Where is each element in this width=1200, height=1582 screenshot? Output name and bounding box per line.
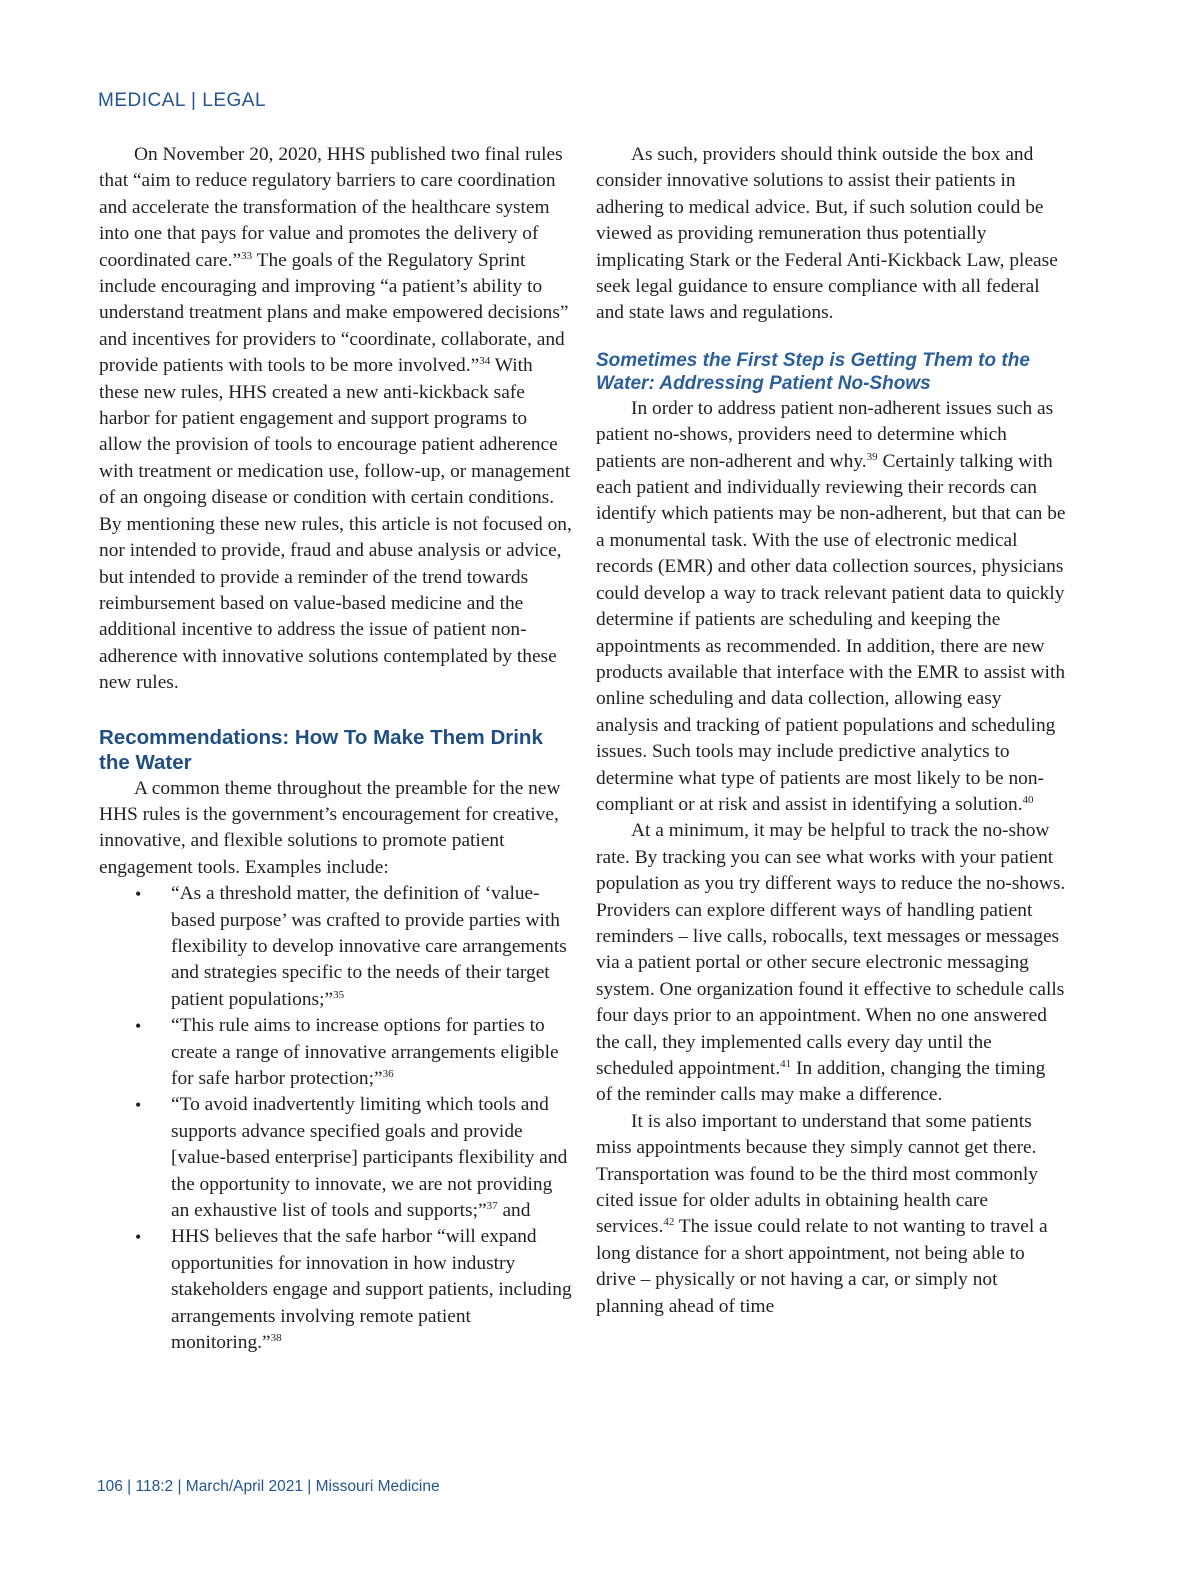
examples-list [99, 881, 574, 1356]
left-column [99, 142, 574, 1356]
paragraph-common-theme: A common theme throughout the preamble for the new HHS rules is the government’s encouragement for creative, innovative, and flexible solutions to promote patient engagement tools. Examples include: [99, 777, 561, 878]
footnote-42[interactable]: 42 [663, 1216, 675, 1229]
bullet-icon: • [135, 1227, 142, 1248]
paragraph-non-adherent: In order to address patient non-adherent issues such as patient no-shows, providers need to determine which patients are non-adherent and why.$^{39}$ Certainly talking with each patient and individually reviewing their records can identify which patients may be non-adherent, but that can be a monumental task. With the use of electronic medical records (EMR) and other data collection sources, physicians could develop a way to track relevant patient data to quickly determine if patients are scheduling and keeping the appointments as recommended. In addition, there are new products available that interface with the EMR to assist with online scheduling and data collection, allowing easy analysis and tracking of patient populations and scheduling issues. Such tools may include predictive analytics to determine what type of patients are most likely to be non-compliant or at risk and assist in identifying a solution.$^{40}$ [596, 397, 1066, 815]
footnote-41[interactable]: 41 [780, 1058, 792, 1070]
paragraph-hhs-rules: On November 20, 2020, HHS published two final rules that “aim to reduce regulatory barriers to care coordination and accelerate the transformation of the healthcare system into one that pays for value and promotes the delivery of coordinated care.”$^{33}$ The goals of the Regulatory Sprint include encouraging and improving “a patient’s ability to understand treatment plans and make empowered decisions” and incentives for providers to “coordinate, collaborate, and provide patients with tools to be more involved.”$^{34}$ With these new rules, HHS created a new anti-kickback safe harbor for patient engagement and support programs to allow the provision of tools to encourage patient adherence with treatment or medication use, follow-up, or management of an ongoing disease or condition with certain conditions. By mentioning these new rules, this article is not focused on, nor intended to provide, fraud and abuse analysis or advice, but intended to provide a reminder of the trend towards reimbursement based on value-based medicine and the additional incentive to address the issue of patient non-adherence with innovative solutions contemplated by these new rules. [99, 144, 572, 694]
list-item: • HHS believes that the safe harbor “will expand opportunities for innovation in how industry stakeholders engage and support patients, including arrangements involving remote patient monitoring.”$^{38}$ [135, 1226, 572, 1354]
footnote-35[interactable]: 35 [333, 988, 345, 1001]
footnote-40[interactable]: 40 [1022, 793, 1034, 806]
heading-no-shows: Sometimes the First Step is Getting Them to the Water: Addressing Patient No-Shows [596, 349, 1030, 395]
list-item: • “To avoid inadvertently limiting which tools and supports advance specified goals and provide [value-based enterprise] participants flexibility and the opportunity to innovate, we are not providing an exhaustive list of tools and supports;”$^{37}$ and [135, 1094, 568, 1222]
footnote-36[interactable]: 36 [382, 1068, 394, 1080]
footnote-38[interactable]: 38 [270, 1332, 282, 1345]
footnote-37[interactable]: 37 [486, 1200, 498, 1213]
bullet-icon: • [135, 884, 142, 905]
paragraph-transportation: It is also important to understand that some patients miss appointments because they simply cannot get there. Transportation was found to be the third most commonly cited issue for older adults in obtaining health care services.$^{42}$ The issue could relate to not wanting to travel a long distance for a short appointment, not being able to drive – physically or not having a car, or simply not planning ahead of time [596, 1110, 1048, 1317]
list-item: • “As a threshold matter, the definition of ‘value-based purpose’ was crafted to provide parties with flexibility to develop innovative care arrangements and strategies specific to the needs of their target patient populations;”$^{35}$ [135, 883, 567, 1010]
footnote-33[interactable]: 33 [241, 249, 253, 262]
list-item: • “This rule aims to increase options for parties to create a range of innovative arrangements eligible for safe harbor protection;”$^{36}$ [135, 1015, 559, 1089]
heading-recommendations: Recommendations: How To Make Them Drink the Water [99, 725, 543, 775]
bullet-icon: • [135, 1095, 142, 1116]
section-tag: MEDICAL | LEGAL [98, 90, 267, 111]
footnote-39[interactable]: 39 [866, 450, 878, 463]
right-column [596, 142, 1066, 1320]
paragraph-think-outside-box: As such, providers should think outside the box and consider innovative solutions to assist their patients in adhering to medical advice. But, if such solution could be viewed as providing remuneration thus potentially implicating Stark or the Federal Anti-Kickback Law, please seek legal guidance to ensure compliance with all federal and state laws and regulations. [596, 144, 1058, 324]
footnote-34[interactable]: 34 [479, 355, 491, 368]
paragraph-no-show-rate: At a minimum, it may be helpful to track the no-show rate. By tracking you can see what works with your patient population as you try different ways to reduce the no-shows. Providers can explore different ways of handling patient reminders – live calls, robocalls, text messages or messages via a patient portal or other secure electronic messaging system. One organization found it effective to schedule calls four days prior to an appointment. When no one answered the call, they implemented calls every day until the scheduled appointment.$^{41}$ In addition, changing the timing of the reminder calls may make a difference. [596, 820, 1066, 1106]
bullet-icon: • [135, 1016, 142, 1037]
page-footer: 106 | 118:2 | March/April 2021 | Missouri Medicine [97, 1478, 440, 1495]
